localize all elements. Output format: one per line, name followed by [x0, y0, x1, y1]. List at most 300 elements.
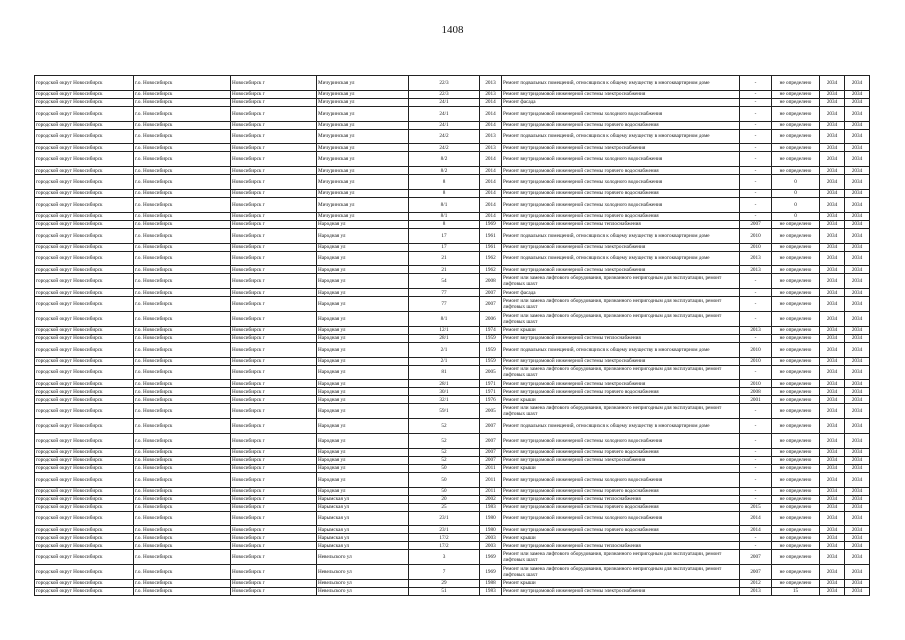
cell-house: 2/1 [409, 357, 480, 365]
cell-city: г.о. Новосибирск [134, 197, 231, 212]
cell-district: городской округ Новосибирск [35, 433, 134, 448]
cell-locality: Новосибирск г [231, 511, 317, 526]
cell-cost: - [740, 121, 772, 129]
cell-work: Ремонт внутридомовой инженерной системы теплоснабжения [502, 334, 740, 342]
cell-work: Ремонт подвальных помещений, относящихся к общему имуществу в многоквартирном доме [502, 76, 740, 91]
cell-street: Мичуринская ул [317, 175, 409, 190]
cell-house: 24/1 [409, 98, 480, 106]
cell-status: не определено [772, 106, 820, 121]
cell-year: 2013 [480, 90, 502, 98]
cell-house: 32/1 [409, 396, 480, 404]
cell-locality: Новосибирск г [231, 464, 317, 472]
cell-street: Народная ул [317, 251, 409, 266]
cell-year_to: 2034 [845, 464, 870, 472]
cell-year: 1980 [480, 511, 502, 526]
cell-locality: Новосибирск г [231, 334, 317, 342]
cell-year: 2014 [480, 152, 502, 167]
cell-house: 24/2 [409, 129, 480, 144]
table-row [35, 274, 870, 289]
cell-cost: 2010 [740, 342, 772, 357]
cell-status: не определено [772, 534, 820, 542]
cell-status: не определено [772, 251, 820, 266]
table-row [35, 456, 870, 464]
cell-year: 2011 [480, 464, 502, 472]
cell-locality: Новосибирск г [231, 357, 317, 365]
cell-district: городской округ Новосибирск [35, 144, 134, 152]
cell-cost: - [740, 419, 772, 434]
cell-city: г.о. Новосибирск [134, 542, 231, 550]
table-row [35, 228, 870, 243]
cell-house: 12/1 [409, 326, 480, 334]
cell-year: 1976 [480, 396, 502, 404]
cell-city: г.о. Новосибирск [134, 587, 231, 595]
cell-year: 1959 [480, 334, 502, 342]
cell-year_to: 2034 [845, 189, 870, 197]
cell-work: Ремонт крыши [502, 579, 740, 587]
cell-street: Невельского ул [317, 579, 409, 587]
cell-house: 50 [409, 464, 480, 472]
cell-district: городской округ Новосибирск [35, 334, 134, 342]
table-row [35, 311, 870, 326]
table-row [35, 503, 870, 511]
cell-locality: Новосибирск г [231, 274, 317, 289]
cell-district: городской округ Новосибирск [35, 380, 134, 388]
table-row [35, 342, 870, 357]
table-row [35, 266, 870, 274]
table-row [35, 495, 870, 503]
cell-status: не определено [772, 419, 820, 434]
cell-city: г.о. Новосибирск [134, 274, 231, 289]
cell-district: городской округ Новосибирск [35, 129, 134, 144]
cell-district: городской округ Новосибирск [35, 487, 134, 495]
cell-year_to: 2034 [845, 251, 870, 266]
cell-status: не определено [772, 380, 820, 388]
cell-work: Ремонт или замена лифтового оборудования, признанного непригодным для эксплуатации, ремонт лифтовых шахт [502, 365, 740, 380]
cell-street: Нарымская ул [317, 503, 409, 511]
cell-cost: 2001 [740, 396, 772, 404]
cell-house: 22/3 [409, 76, 480, 91]
cell-city: г.о. Новосибирск [134, 251, 231, 266]
cell-cost: - [740, 98, 772, 106]
cell-work: Ремонт крыши [502, 534, 740, 542]
cell-status: не определено [772, 357, 820, 365]
cell-house: 28/1 [409, 380, 480, 388]
cell-year_from: 2034 [820, 472, 845, 487]
cell-cost: 2015 [740, 503, 772, 511]
cell-city: г.о. Новосибирск [134, 511, 231, 526]
cell-year: 1971 [480, 380, 502, 388]
cell-year_from: 2034 [820, 144, 845, 152]
cell-street: Мичуринская ул [317, 152, 409, 167]
cell-work: Ремонт внутридомовой инженерной системы холодного водоснабжения [502, 197, 740, 212]
cell-year_to: 2034 [845, 565, 870, 580]
cell-locality: Новосибирск г [231, 251, 317, 266]
cell-city: г.о. Новосибирск [134, 487, 231, 495]
cell-locality: Новосибирск г [231, 167, 317, 175]
cell-locality: Новосибирск г [231, 380, 317, 388]
cell-district: городской округ Новосибирск [35, 404, 134, 419]
cell-work: Ремонт крыши [502, 396, 740, 404]
table-row [35, 448, 870, 456]
cell-cost: - [740, 90, 772, 98]
table-row [35, 175, 870, 190]
cell-city: г.о. Новосибирск [134, 228, 231, 243]
cell-district: городской округ Новосибирск [35, 212, 134, 220]
cell-house: 24/1 [409, 121, 480, 129]
cell-year_to: 2034 [845, 534, 870, 542]
cell-work: Ремонт или замена лифтового оборудования, признанного непригодным для эксплуатации, ремонт лифтовых шахт [502, 274, 740, 289]
cell-district: городской округ Новосибирск [35, 228, 134, 243]
cell-locality: Новосибирск г [231, 197, 317, 212]
cell-locality: Новосибирск г [231, 456, 317, 464]
cell-year_from: 2034 [820, 396, 845, 404]
cell-cost: - [740, 311, 772, 326]
cell-year_from: 2034 [820, 167, 845, 175]
table-row [35, 433, 870, 448]
cell-status: 15 [772, 587, 820, 595]
cell-year_from: 2034 [820, 326, 845, 334]
cell-year_to: 2034 [845, 274, 870, 289]
cell-year_to: 2034 [845, 357, 870, 365]
cell-year: 2007 [480, 289, 502, 297]
cell-year_from: 2034 [820, 212, 845, 220]
cell-year_from: 2034 [820, 98, 845, 106]
cell-locality: Новосибирск г [231, 76, 317, 91]
cell-cost: - [740, 334, 772, 342]
cell-locality: Новосибирск г [231, 144, 317, 152]
cell-district: городской округ Новосибирск [35, 357, 134, 365]
cell-status: не определено [772, 503, 820, 511]
cell-district: городской округ Новосибирск [35, 152, 134, 167]
cell-city: г.о. Новосибирск [134, 534, 231, 542]
cell-house: 8 [409, 175, 480, 190]
cell-year_to: 2034 [845, 396, 870, 404]
table-row [35, 334, 870, 342]
table-row [35, 129, 870, 144]
cell-district: городской округ Новосибирск [35, 76, 134, 91]
cell-locality: Новосибирск г [231, 365, 317, 380]
cell-year_from: 2034 [820, 565, 845, 580]
table-row [35, 106, 870, 121]
cell-house: 8/2 [409, 152, 480, 167]
cell-cost: 2008 [740, 388, 772, 396]
cell-work: Ремонт внутридомовой инженерной системы электроснабжения [502, 266, 740, 274]
cell-street: Невельского ул [317, 565, 409, 580]
table-body [35, 76, 870, 596]
cell-house: 24/1 [409, 106, 480, 121]
cell-district: городской округ Новосибирск [35, 297, 134, 312]
cell-year: 1969 [480, 550, 502, 565]
cell-work: Ремонт внутридомовой инженерной системы горячего водоснабжения [502, 189, 740, 197]
table-row [35, 472, 870, 487]
cell-locality: Новосибирск г [231, 289, 317, 297]
cell-house: 54 [409, 274, 480, 289]
cell-locality: Новосибирск г [231, 121, 317, 129]
cell-house: 81 [409, 365, 480, 380]
table-row [35, 197, 870, 212]
cell-city: г.о. Новосибирск [134, 448, 231, 456]
cell-cost: - [740, 472, 772, 487]
cell-cost: - [740, 274, 772, 289]
cell-year_to: 2034 [845, 326, 870, 334]
cell-year: 1969 [480, 220, 502, 228]
cell-locality: Новосибирск г [231, 342, 317, 357]
cell-house: 52 [409, 419, 480, 434]
cell-city: г.о. Новосибирск [134, 152, 231, 167]
cell-year_from: 2034 [820, 404, 845, 419]
cell-cost: - [740, 144, 772, 152]
cell-district: городской округ Новосибирск [35, 542, 134, 550]
cell-year_from: 2034 [820, 357, 845, 365]
cell-status: 0 [772, 189, 820, 197]
table-row [35, 464, 870, 472]
cell-district: городской округ Новосибирск [35, 419, 134, 434]
table-row [35, 365, 870, 380]
cell-status: не определено [772, 129, 820, 144]
cell-house: 52 [409, 433, 480, 448]
cell-year_from: 2034 [820, 220, 845, 228]
cell-district: городской округ Новосибирск [35, 448, 134, 456]
cell-locality: Новосибирск г [231, 311, 317, 326]
table-row [35, 396, 870, 404]
cell-year: 1961 [480, 243, 502, 251]
cell-locality: Новосибирск г [231, 526, 317, 534]
table-row [35, 357, 870, 365]
table-row [35, 243, 870, 251]
cell-locality: Новосибирск г [231, 433, 317, 448]
cell-cost: - [740, 167, 772, 175]
cell-street: Народная ул [317, 274, 409, 289]
cell-district: городской округ Новосибирск [35, 464, 134, 472]
cell-locality: Новосибирск г [231, 472, 317, 487]
cell-street: Народная ул [317, 243, 409, 251]
cell-street: Мичуринская ул [317, 197, 409, 212]
cell-work: Ремонт внутридомовой инженерной системы горячего водоснабжения [502, 167, 740, 175]
cell-city: г.о. Новосибирск [134, 167, 231, 175]
cell-street: Народная ул [317, 396, 409, 404]
cell-cost: - [740, 212, 772, 220]
cell-work: Ремонт внутридомовой инженерной системы горячего водоснабжения [502, 487, 740, 495]
cell-year_from: 2034 [820, 526, 845, 534]
cell-district: городской округ Новосибирск [35, 274, 134, 289]
cell-year: 1974 [480, 326, 502, 334]
cell-locality: Новосибирск г [231, 189, 317, 197]
cell-year_from: 2034 [820, 129, 845, 144]
cell-city: г.о. Новосибирск [134, 90, 231, 98]
cell-year: 1971 [480, 388, 502, 396]
cell-street: Народная ул [317, 228, 409, 243]
cell-house: 21 [409, 266, 480, 274]
cell-status: не определено [772, 550, 820, 565]
cell-status: не определено [772, 456, 820, 464]
cell-cost: - [740, 464, 772, 472]
cell-city: г.о. Новосибирск [134, 297, 231, 312]
cell-year_from: 2034 [820, 289, 845, 297]
cell-district: городской округ Новосибирск [35, 175, 134, 190]
cell-city: г.о. Новосибирск [134, 365, 231, 380]
cell-locality: Новосибирск г [231, 396, 317, 404]
cell-house: 59/1 [409, 404, 480, 419]
page-number: 1408 [441, 24, 464, 36]
cell-year: 1959 [480, 342, 502, 357]
cell-city: г.о. Новосибирск [134, 404, 231, 419]
cell-year_to: 2034 [845, 404, 870, 419]
cell-district: городской округ Новосибирск [35, 388, 134, 396]
cell-cost: 2007 [740, 565, 772, 580]
cell-work: Ремонт внутридомовой инженерной системы горячего водоснабжения [502, 503, 740, 511]
cell-year: 1988 [480, 579, 502, 587]
cell-year: 2014 [480, 121, 502, 129]
cell-city: г.о. Новосибирск [134, 129, 231, 144]
cell-year: 2007 [480, 297, 502, 312]
cell-city: г.о. Новосибирск [134, 550, 231, 565]
cell-locality: Новосибирск г [231, 175, 317, 190]
cell-locality: Новосибирск г [231, 565, 317, 580]
cell-cost: 2013 [740, 326, 772, 334]
cell-cost: 2010 [740, 228, 772, 243]
cell-status: не определено [772, 487, 820, 495]
cell-year_to: 2034 [845, 448, 870, 456]
cell-status: не определено [772, 472, 820, 487]
table-row [35, 189, 870, 197]
cell-status: не определено [772, 266, 820, 274]
cell-cost: 2012 [740, 579, 772, 587]
table-row [35, 297, 870, 312]
cell-work: Ремонт или замена лифтового оборудования, признанного непригодным для эксплуатации, ремонт лифтовых шахт [502, 404, 740, 419]
cell-year: 2007 [480, 433, 502, 448]
cell-city: г.о. Новосибирск [134, 212, 231, 220]
cell-year_from: 2034 [820, 243, 845, 251]
cell-street: Мичуринская ул [317, 167, 409, 175]
cell-house: 30/1 [409, 388, 480, 396]
cell-year_to: 2034 [845, 144, 870, 152]
cell-house: 8 [409, 220, 480, 228]
table-row [35, 565, 870, 580]
cell-locality: Новосибирск г [231, 106, 317, 121]
cell-cost: 2013 [740, 587, 772, 595]
cell-work: Ремонт внутридомовой инженерной системы холодного водоснабжения [502, 152, 740, 167]
cell-street: Нарымская ул [317, 534, 409, 542]
cell-district: городской округ Новосибирск [35, 197, 134, 212]
cell-street: Мичуринская ул [317, 121, 409, 129]
cell-year_from: 2034 [820, 464, 845, 472]
cell-city: г.о. Новосибирск [134, 121, 231, 129]
cell-year_from: 2034 [820, 433, 845, 448]
table-row [35, 550, 870, 565]
cell-street: Мичуринская ул [317, 106, 409, 121]
cell-year_from: 2034 [820, 511, 845, 526]
cell-work: Ремонт или замена лифтового оборудования, признанного непригодным для эксплуатации, ремонт лифтовых шахт [502, 550, 740, 565]
cell-city: г.о. Новосибирск [134, 220, 231, 228]
cell-year_from: 2034 [820, 448, 845, 456]
cell-district: городской округ Новосибирск [35, 495, 134, 503]
cell-house: 7 [409, 565, 480, 580]
cell-house: 17/2 [409, 542, 480, 550]
cell-status: не определено [772, 388, 820, 396]
cell-status: не определено [772, 565, 820, 580]
cell-year_to: 2034 [845, 90, 870, 98]
cell-year_to: 2034 [845, 511, 870, 526]
cell-street: Народная ул [317, 342, 409, 357]
cell-year_to: 2034 [845, 456, 870, 464]
cell-locality: Новосибирск г [231, 587, 317, 595]
cell-year: 2014 [480, 197, 502, 212]
cell-work: Ремонт подвальных помещений, относящихся к общему имуществу в многоквартирном доме [502, 342, 740, 357]
cell-district: городской округ Новосибирск [35, 289, 134, 297]
cell-year: 2014 [480, 167, 502, 175]
cell-house: 8/1 [409, 212, 480, 220]
cell-street: Невельского ул [317, 550, 409, 565]
cell-year_from: 2034 [820, 152, 845, 167]
cell-status: не определено [772, 526, 820, 534]
cell-year: 2014 [480, 212, 502, 220]
cell-status: не определено [772, 326, 820, 334]
cell-street: Народная ул [317, 326, 409, 334]
cell-city: г.о. Новосибирск [134, 357, 231, 365]
table-row [35, 289, 870, 297]
cell-year_to: 2034 [845, 98, 870, 106]
cell-status: не определено [772, 152, 820, 167]
cell-status: не определено [772, 495, 820, 503]
cell-street: Мичуринская ул [317, 90, 409, 98]
cell-status: не определено [772, 342, 820, 357]
cell-house: 24/2 [409, 144, 480, 152]
cell-street: Мичуринская ул [317, 98, 409, 106]
cell-work: Ремонт внутридомовой инженерной системы холодного водоснабжения [502, 175, 740, 190]
table-row [35, 511, 870, 526]
cell-work: Ремонт внутридомовой инженерной системы теплоснабжения [502, 542, 740, 550]
cell-work: Ремонт внутридомовой инженерной системы электроснабжения [502, 357, 740, 365]
cell-cost: 2013 [740, 266, 772, 274]
cell-street: Народная ул [317, 433, 409, 448]
cell-year_to: 2034 [845, 243, 870, 251]
cell-locality: Новосибирск г [231, 243, 317, 251]
cell-work: Ремонт внутридомовой инженерной системы горячего водоснабжения [502, 121, 740, 129]
cell-locality: Новосибирск г [231, 448, 317, 456]
cell-cost: - [740, 448, 772, 456]
cell-street: Невельского ул [317, 587, 409, 595]
cell-cost: - [740, 289, 772, 297]
cell-work: Ремонт подвальных помещений, относящихся к общему имуществу в многоквартирном доме [502, 251, 740, 266]
cell-district: городской округ Новосибирск [35, 342, 134, 357]
cell-city: г.о. Новосибирск [134, 472, 231, 487]
cell-street: Народная ул [317, 472, 409, 487]
cell-locality: Новосибирск г [231, 419, 317, 434]
cell-year_to: 2034 [845, 342, 870, 357]
cell-year_from: 2034 [820, 587, 845, 595]
cell-street: Народная ул [317, 289, 409, 297]
cell-year_from: 2034 [820, 228, 845, 243]
cell-year: 2003 [480, 534, 502, 542]
cell-year_from: 2034 [820, 579, 845, 587]
cell-year_from: 2034 [820, 251, 845, 266]
cell-district: городской округ Новосибирск [35, 365, 134, 380]
cell-year: 2007 [480, 419, 502, 434]
table-row [35, 98, 870, 106]
cell-status: не определено [772, 220, 820, 228]
cell-work: Ремонт внутридомовой инженерной системы холодного водоснабжения [502, 472, 740, 487]
table-row [35, 326, 870, 334]
cell-year: 1962 [480, 266, 502, 274]
cell-status: 0 [772, 197, 820, 212]
cell-locality: Новосибирск г [231, 98, 317, 106]
cell-district: городской округ Новосибирск [35, 121, 134, 129]
cell-year_to: 2034 [845, 212, 870, 220]
cell-year: 1959 [480, 357, 502, 365]
cell-year: 2011 [480, 487, 502, 495]
table-row [35, 251, 870, 266]
cell-house: 29 [409, 579, 480, 587]
